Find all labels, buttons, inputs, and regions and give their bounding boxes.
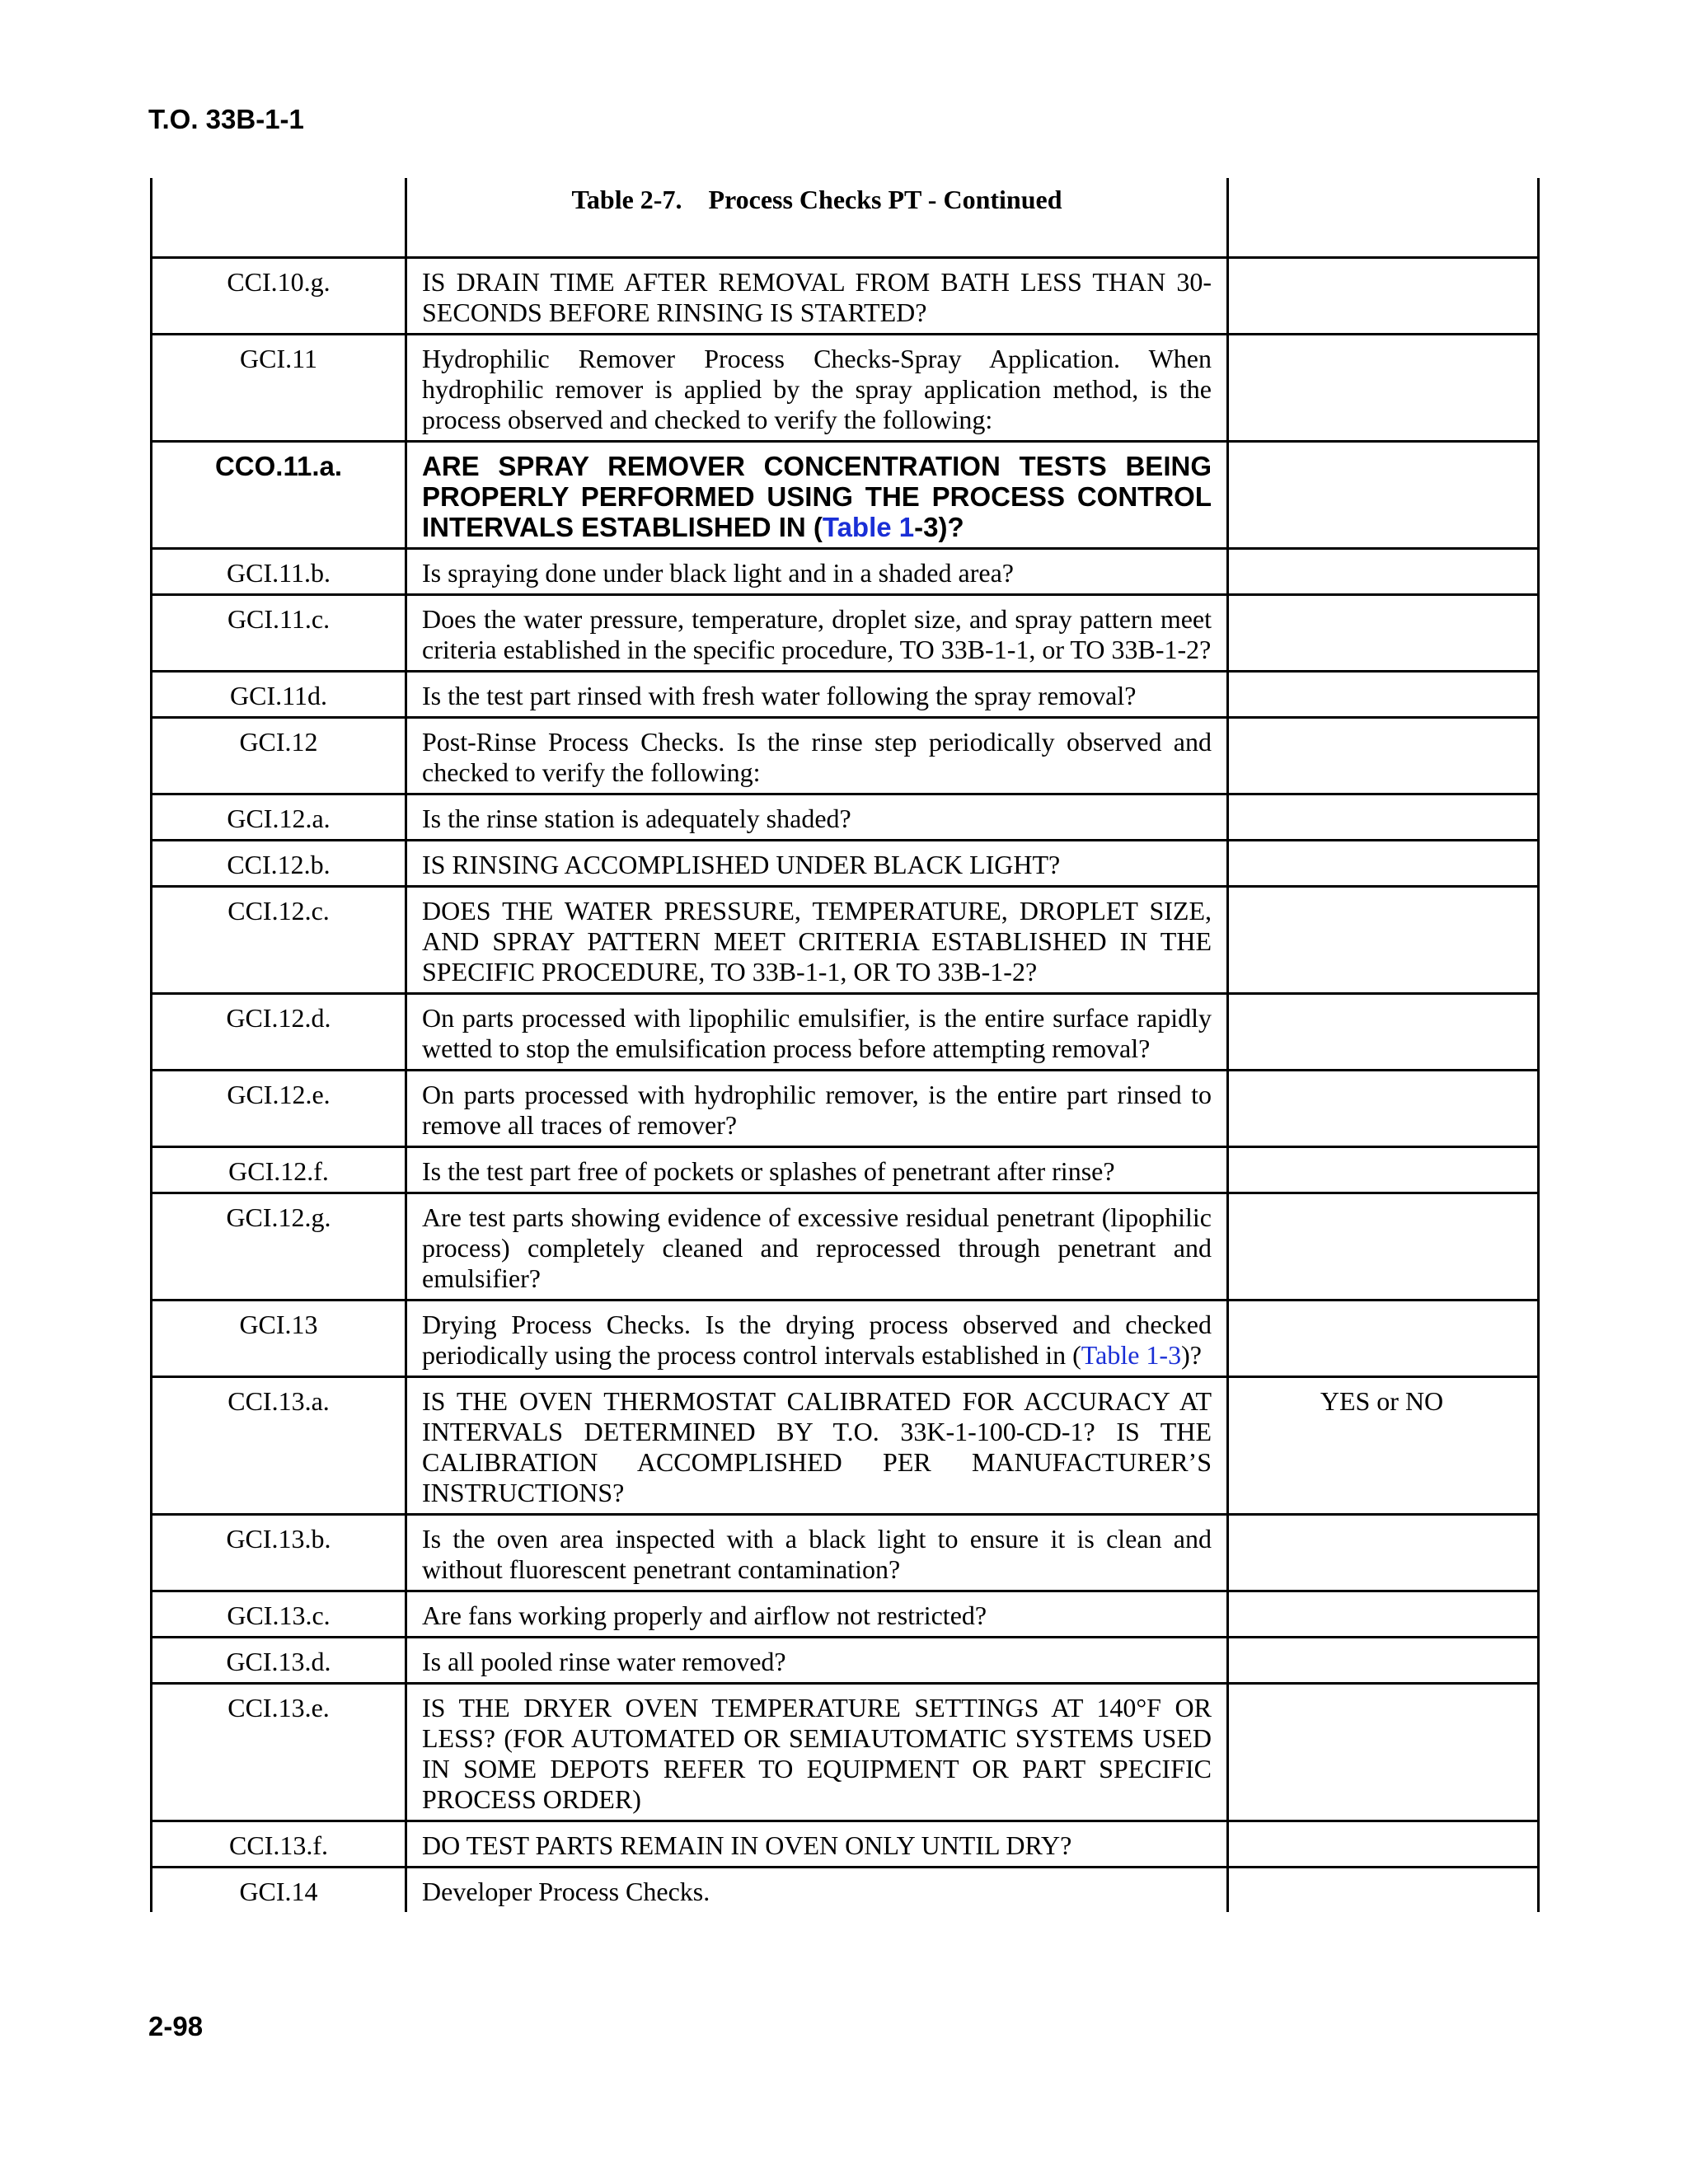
check-id: CCI.12.b. — [227, 850, 331, 879]
check-answer — [1229, 888, 1535, 992]
check-text: Is the rinse station is adequately shaded? — [405, 795, 1229, 839]
check-answer — [1229, 1148, 1535, 1192]
check-text-after-link: )? — [1181, 1340, 1202, 1370]
check-id: GCI.11.b. — [227, 558, 331, 588]
check-text: Is the oven area inspected with a black light to ensure it is clean and without fluorescent penetrant contamination? — [405, 1516, 1229, 1590]
check-id: GCI.13.d. — [226, 1647, 331, 1676]
check-text: Developer Process Checks. — [405, 1868, 1229, 1912]
table-row — [152, 547, 1537, 593]
check-text: IS DRAIN TIME AFTER REMOVAL FROM BATH LESS THAN 30-SECONDS BEFORE RINSING IS STARTED? — [405, 259, 1229, 333]
table-row — [152, 1636, 1537, 1682]
table-row — [152, 256, 1537, 333]
check-id: GCI.13 — [239, 1310, 318, 1339]
check-answer — [1229, 995, 1535, 1069]
check-text: Does the water pressure, temperature, droplet size, and spray pattern meet criteria established in the specific procedure, TO 33B-1-1, or TO 33B-1-2? — [405, 596, 1229, 670]
check-id: GCI.12.d. — [226, 1003, 331, 1033]
check-answer — [1229, 335, 1535, 440]
check-answer: YES or NO — [1320, 1386, 1444, 1416]
page-number: 2-98 — [148, 2011, 204, 2041]
check-text: On parts processed with lipophilic emulsifier, is the entire surface rapidly wetted to stop the emulsification process before attempting removal? — [405, 995, 1229, 1069]
check-id: GCI.12.f. — [228, 1156, 329, 1186]
table-row-critical — [152, 440, 1537, 547]
table-row — [152, 1146, 1537, 1192]
check-text: Is the test part rinsed with fresh water following the spray removal? — [405, 673, 1229, 716]
check-answer — [1229, 1868, 1535, 1912]
table-row — [152, 716, 1537, 793]
table-row — [152, 1682, 1537, 1820]
table-row — [152, 333, 1537, 440]
check-text-before-link: Drying Process Checks. Is the drying process observed and checked periodically using the process control intervals established in ( — [422, 1310, 1212, 1370]
check-text: DO TEST PARTS REMAIN IN OVEN ONLY UNTIL DRY? — [405, 1822, 1229, 1866]
table-row — [152, 793, 1537, 839]
check-id: GCI.11.c. — [227, 604, 331, 634]
check-text — [405, 1301, 1229, 1376]
check-id: CCO.11.a. — [214, 451, 343, 481]
check-id: GCI.13.b. — [226, 1524, 331, 1554]
table-row — [152, 1820, 1537, 1866]
check-text: Is all pooled rinse water removed? — [405, 1638, 1229, 1682]
check-id: GCI.11 — [240, 344, 317, 373]
check-answer — [1229, 1638, 1535, 1682]
table-row — [152, 593, 1537, 670]
title-spacer-left — [152, 178, 405, 256]
check-answer — [1229, 841, 1535, 885]
table-row — [152, 839, 1537, 885]
table-row — [152, 1192, 1537, 1299]
check-answer — [1229, 795, 1535, 839]
check-text: Is the test part free of pockets or splashes of penetrant after rinse? — [405, 1148, 1229, 1192]
check-text: Is spraying done under black light and in a shaded area? — [405, 550, 1229, 593]
table-1-3-link[interactable]: Table 1-3 — [1081, 1340, 1182, 1370]
check-id: CCI.13.a. — [227, 1386, 330, 1416]
check-answer — [1229, 596, 1535, 670]
check-answer — [1229, 1592, 1535, 1636]
check-id: GCI.12.a. — [227, 804, 331, 833]
check-id: CCI.13.e. — [227, 1693, 330, 1722]
check-text: IS RINSING ACCOMPLISHED UNDER BLACK LIGHT? — [405, 841, 1229, 885]
check-answer — [1229, 1685, 1535, 1820]
table-row — [152, 1590, 1537, 1636]
table-row — [152, 1376, 1537, 1513]
table-row — [152, 885, 1537, 992]
table-row — [152, 1299, 1537, 1376]
check-text-before-link: ARE SPRAY REMOVER CONCENTRATION TESTS BEING PROPERLY PERFORMED USING THE PROCESS CONTROL INTERVALS ESTABLISHED IN ( — [422, 451, 1212, 542]
check-answer — [1229, 1071, 1535, 1146]
check-answer — [1229, 550, 1535, 593]
document-header-id: T.O. 33B-1-1 — [148, 104, 304, 134]
table-row — [152, 1513, 1537, 1590]
check-id: CCI.12.c. — [227, 896, 330, 926]
table-row — [152, 1866, 1537, 1912]
process-checks-table — [150, 178, 1540, 1912]
title-spacer-right — [1229, 178, 1535, 256]
check-id: GCI.12 — [239, 727, 318, 757]
check-id: GCI.13.c. — [227, 1601, 331, 1630]
table-row — [152, 1069, 1537, 1146]
check-answer — [1229, 719, 1535, 793]
table-row — [152, 670, 1537, 716]
check-answer — [1229, 673, 1535, 716]
check-answer — [1229, 1194, 1535, 1299]
check-text: Hydrophilic Remover Process Checks-Spray Application. When hydrophilic remover is applied by the spray application method, is the process observed and checked to verify the following: — [405, 335, 1229, 440]
check-text: Are fans working properly and airflow not restricted? — [405, 1592, 1229, 1636]
table-title-row — [152, 178, 1537, 256]
check-answer — [1229, 1822, 1535, 1866]
table-row — [152, 992, 1537, 1069]
check-text: DOES THE WATER PRESSURE, TEMPERATURE, DROPLET SIZE, AND SPRAY PATTERN MEET CRITERIA ESTABLISHED IN THE SPECIFIC PROCEDURE, TO 33B-1-1, OR TO 33B-1-2? — [405, 888, 1229, 992]
check-answer — [1229, 259, 1535, 333]
check-answer — [1229, 1301, 1535, 1376]
table-title: Table 2-7. Process Checks PT - Continued — [405, 178, 1229, 256]
check-id: GCI.12.e. — [227, 1080, 331, 1109]
check-text — [405, 443, 1229, 547]
check-text: IS THE DRYER OVEN TEMPERATURE SETTINGS AT 140°F OR LESS? (FOR AUTOMATED OR SEMIAUTOMATIC SYSTEMS USED IN SOME DEPOTS REFER TO EQUIPMENT OR PART SPECIFIC PROCESS ORDER) — [405, 1685, 1229, 1820]
check-id: GCI.14 — [239, 1877, 318, 1906]
check-id: CCI.13.f. — [229, 1830, 328, 1860]
check-text: IS THE OVEN THERMOSTAT CALIBRATED FOR ACCURACY AT INTERVALS DETERMINED BY T.O. 33K-1-100-CD-1? IS THE CALIBRATION ACCOMPLISHED PER MANUFACTURER’S INSTRUCTIONS? — [405, 1378, 1229, 1513]
check-text: Are test parts showing evidence of excessive residual penetrant (lipophilic process) completely cleaned and reprocessed through penetrant and emulsifier? — [405, 1194, 1229, 1299]
check-answer — [1229, 1516, 1535, 1590]
check-id: GCI.11d. — [230, 681, 327, 710]
table-1-link[interactable]: Table 1 — [822, 512, 915, 542]
check-text: On parts processed with hydrophilic remover, is the entire part rinsed to remove all traces of remover? — [405, 1071, 1229, 1146]
check-text: Post-Rinse Process Checks. Is the rinse step periodically observed and checked to verify the following: — [405, 719, 1229, 793]
check-text-after-link: -3)? — [914, 512, 964, 542]
check-id: CCI.10.g. — [227, 267, 331, 297]
check-id: GCI.12.g. — [226, 1202, 331, 1232]
check-answer — [1229, 443, 1535, 547]
